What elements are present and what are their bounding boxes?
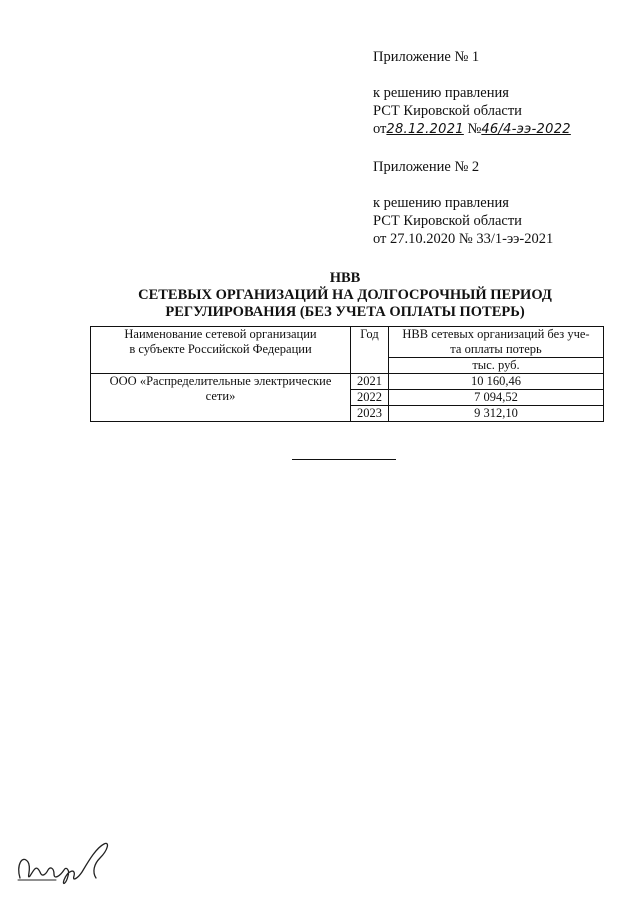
nvv-table [90, 326, 604, 422]
number-prefix: № [463, 121, 482, 137]
document-title [90, 270, 600, 321]
appendix-1-decision-line: к решению правления [373, 85, 509, 101]
appendix-2-date-number-line: от 27.10.2020 № 33/1-ээ-2021 [373, 231, 554, 247]
appendix-1-title: Приложение № 1 [373, 49, 480, 65]
year-cell: 2021 [351, 374, 389, 390]
end-rule [292, 459, 396, 460]
value-cell: 10 160,46 [389, 374, 604, 390]
year-cell: 2023 [351, 406, 389, 422]
title-line-1: НВВ [329, 270, 361, 286]
header-value: НВВ сетевых организаций без уче- та оплаты потерь [389, 327, 604, 358]
appendix-1-authority-line: РСТ Кировской области [373, 103, 522, 119]
appendix-2-title: Приложение № 2 [373, 159, 480, 175]
value-cell: 7 094,52 [389, 390, 604, 406]
org-name-cell: ООО «Распределительные электрические сети» [91, 374, 351, 422]
appendix-1-header [373, 48, 571, 139]
appendix-2-authority-line: РСТ Кировской области [373, 213, 522, 229]
header-unit: тыс. руб. [389, 358, 604, 374]
appendix-2-header [373, 158, 553, 248]
title-line-2: СЕТЕВЫХ ОРГАНИЗАЦИЙ НА ДОЛГОСРОЧНЫЙ ПЕРИОД [138, 287, 552, 303]
handwritten-date: 28.12.2021 [386, 122, 464, 137]
header-org-name: Наименование сетевой организации в субъекте Российской Федерации [91, 327, 351, 374]
appendix-2-decision-line: к решению правления [373, 195, 509, 211]
header-year: Год [351, 327, 389, 374]
title-line-3: РЕГУЛИРОВАНИЯ (БЕЗ УЧЕТА ОПЛАТЫ ПОТЕРЬ) [165, 304, 525, 320]
table-row [91, 374, 604, 390]
handwritten-number: 46/4-ээ-2022 [481, 122, 571, 137]
date-prefix: от [373, 121, 387, 137]
year-cell: 2022 [351, 390, 389, 406]
signature [12, 836, 122, 892]
value-cell: 9 312,10 [389, 406, 604, 422]
table-header-row [91, 327, 604, 358]
appendix-1-date-number-line [373, 120, 571, 139]
